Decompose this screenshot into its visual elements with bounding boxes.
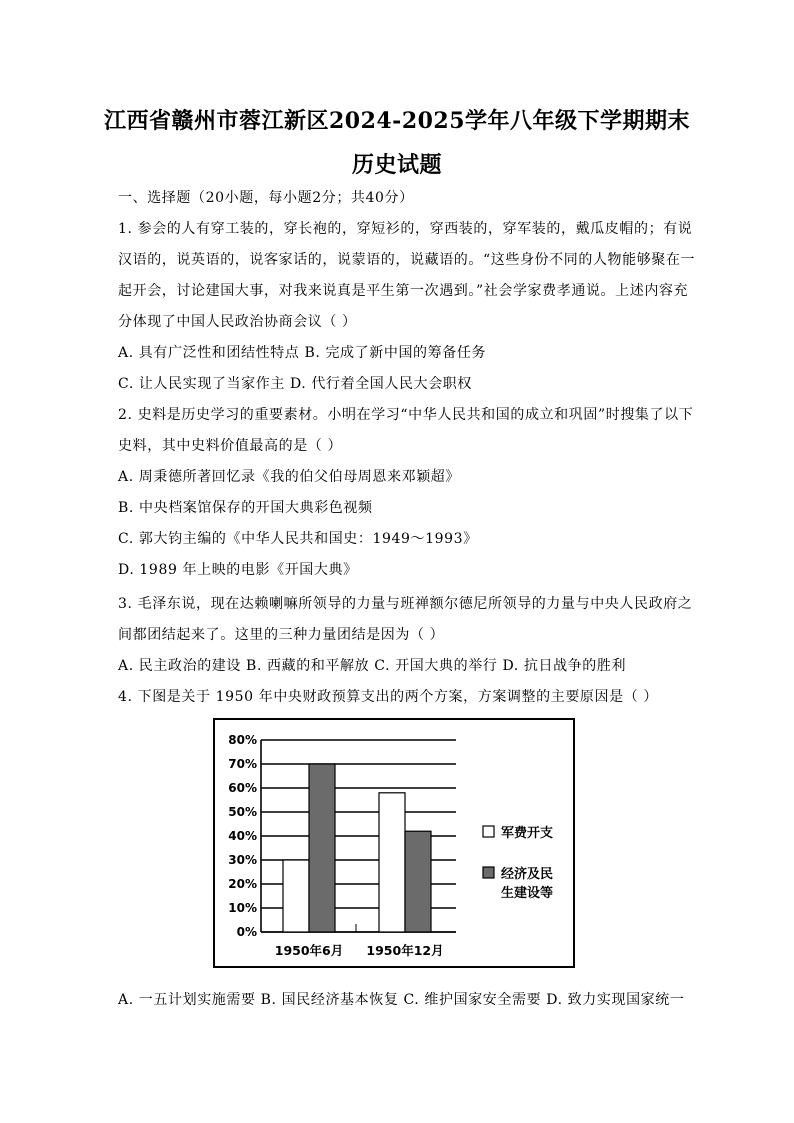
question-2-option-c: C. 郭大钧主编的《中华人民共和国史：1949～1993》 <box>118 531 478 547</box>
y-tick-label: 60% <box>228 781 257 795</box>
question-3-line-1: 3. 毛泽东说，现在达赖喇嘛所领导的力量与班禅额尔德尼所领导的力量与中央人民政府之 <box>118 596 693 612</box>
question-3-options: A. 民主政治的建设 B. 西藏的和平解放 C. 开国大典的举行 D. 抗日战争的胜利 <box>118 658 627 674</box>
y-tick-label: 80% <box>228 733 257 747</box>
question-1-line-4: 分体现了中国人民政治协商会议（ ） <box>118 314 357 330</box>
legend-swatch <box>483 826 494 837</box>
bar-economy <box>405 831 431 932</box>
question-4-line-1: 4. 下图是关于 1950 年中央财政预算支出的两个方案，方案调整的主要原因是（ ） <box>118 689 658 705</box>
question-2-line-1: 2. 史料是历史学习的重要素材。小明在学习“中华人民共和国的成立和巩固”时搜集了以下 <box>118 407 694 423</box>
question-3-line-2: 间都团结起来了。这里的三种力量团结是因为（ ） <box>118 627 445 643</box>
question-2-option-b: B. 中央档案馆保存的开国大典彩色视频 <box>118 500 373 516</box>
legend-label: 经济及民 <box>501 867 554 882</box>
exam-subject-title: 历史试题 <box>351 152 442 178</box>
question-1-line-3: 起开会，讨论建国大事，对我来说真是平生第一次遇到。”社会学家费孝通说。上述内容充 <box>118 283 689 299</box>
bar-chart-svg <box>215 720 573 966</box>
section-heading: 一、选择题（20小题，每小题2分；共40分） <box>118 190 414 206</box>
bar-military <box>283 860 309 932</box>
question-2-option-d: D. 1989 年上映的电影《开国大典》 <box>118 562 358 578</box>
x-tick-label: 1950年6月 <box>274 943 344 958</box>
exam-title: 江西省赣州市蓉江新区2024-2025学年八年级下学期期末 <box>103 108 691 134</box>
y-tick-label: 10% <box>228 901 257 915</box>
y-tick-label: 40% <box>228 829 257 843</box>
y-tick-label: 70% <box>228 757 257 771</box>
question-2-option-a: A. 周秉德所著回忆录《我的伯父伯母周恩来邓颖超》 <box>118 469 461 485</box>
legend-label: 生建设等 <box>501 886 554 901</box>
question-1-line-2: 汉语的，说英语的，说客家话的，说蒙语的，说藏语的。“这些身份不同的人物能够聚在一 <box>118 252 696 268</box>
bar-military <box>379 793 405 932</box>
budget-bar-chart <box>213 718 575 968</box>
bar-economy <box>309 764 335 932</box>
question-1-options-cd: C. 让人民实现了当家作主 D. 代行着全国人民大会职权 <box>118 376 472 392</box>
question-4-options: A. 一五计划实施需要 B. 国民经济基本恢复 C. 维护国家安全需要 D. 致力实现国家统一 <box>118 992 685 1008</box>
legend-label: 军费开支 <box>501 826 554 841</box>
y-tick-label: 20% <box>228 877 257 891</box>
y-tick-label: 0% <box>236 925 257 939</box>
legend-swatch <box>483 867 494 878</box>
x-tick-label: 1950年12月 <box>366 943 444 958</box>
question-1-line-1: 1. 参会的人有穿工装的，穿长袍的，穿短衫的，穿西装的，穿军装的，戴瓜皮帽的；有说 <box>118 221 693 237</box>
y-tick-label: 50% <box>228 805 257 819</box>
y-tick-label: 30% <box>228 853 257 867</box>
question-2-line-2: 史料，其中史料价值最高的是（ ） <box>118 438 343 454</box>
question-1-options-ab: A. 具有广泛性和团结性特点 B. 完成了新中国的筹备任务 <box>118 345 487 361</box>
